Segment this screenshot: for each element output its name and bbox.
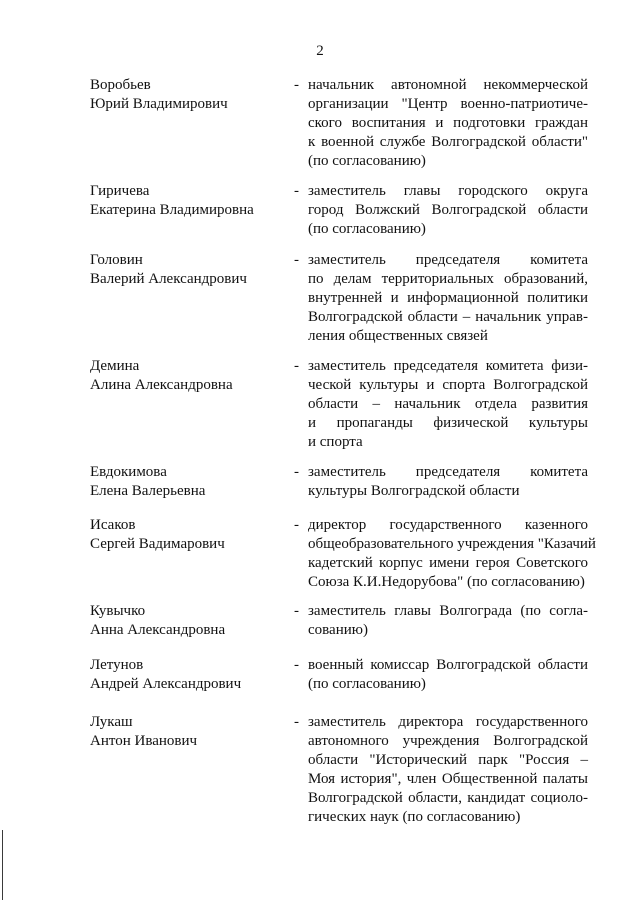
member-position <box>308 656 588 694</box>
member-position <box>308 357 588 452</box>
member-given-names: Валерий Александрович <box>90 271 247 287</box>
member-surname: Воробьев <box>90 77 151 93</box>
member-surname: Гиричева <box>90 183 150 199</box>
member-position <box>308 76 588 171</box>
scan-edge-mark <box>2 830 3 900</box>
entry-dash: - <box>294 603 299 619</box>
member-surname: Демина <box>90 358 140 374</box>
member-name <box>90 656 280 694</box>
position-line: ческой культуры и спорта Волгоградской <box>308 377 588 393</box>
position-line: заместитель председателя комитета <box>308 464 588 480</box>
position-line: (по согласованию) <box>308 221 426 237</box>
member-given-names: Андрей Александрович <box>90 676 242 692</box>
position-line: Моя история", член Общественной палаты <box>308 771 588 787</box>
member-position <box>308 251 588 346</box>
position-line: и пропаганды физической культуры <box>308 415 588 431</box>
entry-dash: - <box>294 714 299 730</box>
member-name <box>90 182 280 220</box>
member-surname: Головин <box>90 252 143 268</box>
member-surname: Евдокимова <box>90 464 167 480</box>
member-given-names: Сергей Вадимарович <box>90 536 225 552</box>
position-line: начальник автономной некоммерческой <box>308 77 588 93</box>
member-position <box>308 463 588 501</box>
member-surname: Летунов <box>90 657 144 673</box>
position-line: организации "Центр военно-патриотиче- <box>308 96 588 112</box>
position-line: Волгоградской области, кандидат социоло- <box>308 790 588 806</box>
member-given-names: Антон Иванович <box>90 733 198 749</box>
position-line: ления общественных связей <box>308 328 488 344</box>
member-surname: Лукаш <box>90 714 133 730</box>
position-line: заместитель главы Волгограда (по согла- <box>308 603 588 619</box>
member-position <box>308 713 588 827</box>
position-line: гических наук (по согласованию) <box>308 809 521 825</box>
position-line: внутренней и информационной политики <box>308 290 588 306</box>
member-position <box>308 602 588 640</box>
position-line: к военной службе Волгоградской области" <box>308 134 588 150</box>
position-line: общеобразовательного учреждения "Казачий <box>308 536 596 552</box>
entry-dash: - <box>294 464 299 480</box>
position-line: кадетский корпус имени героя Советского <box>308 555 588 571</box>
member-given-names: Юрий Владимирович <box>90 96 228 112</box>
position-line: военный комиссар Волгоградской области <box>308 657 588 673</box>
member-name <box>90 713 280 751</box>
position-line: город Волжский Волгоградской области <box>308 202 588 218</box>
page-number: 2 <box>316 43 324 59</box>
position-line: Волгоградской области – начальник управ- <box>308 309 588 325</box>
position-line: директор государственного казенного <box>308 517 588 533</box>
position-line: ского воспитания и подготовки граждан <box>308 115 588 131</box>
position-line: (по согласованию) <box>308 153 426 169</box>
entry-dash: - <box>294 77 299 93</box>
position-line: культуры Волгоградской области <box>308 483 520 499</box>
position-line: заместитель председателя комитета физи- <box>308 358 588 374</box>
position-line: сованию) <box>308 622 368 638</box>
position-line: заместитель директора государственного <box>308 714 588 730</box>
position-line: и спорта <box>308 434 363 450</box>
member-name <box>90 463 280 501</box>
member-given-names: Екатерина Владимировна <box>90 202 254 218</box>
member-given-names: Елена Валерьевна <box>90 483 206 499</box>
position-line: заместитель председателя комитета <box>308 252 588 268</box>
entry-dash: - <box>294 517 299 533</box>
member-name <box>90 76 280 114</box>
member-given-names: Алина Александровна <box>90 377 233 393</box>
member-name <box>90 251 280 289</box>
member-name <box>90 516 280 554</box>
position-line: Союза К.И.Недорубова" (по согласованию) <box>308 574 585 590</box>
member-surname: Исаков <box>90 517 136 533</box>
position-line: автономного учреждения Волгоградской <box>308 733 588 749</box>
member-given-names: Анна Александровна <box>90 622 226 638</box>
member-position <box>308 182 588 239</box>
entry-dash: - <box>294 183 299 199</box>
member-name <box>90 602 280 640</box>
member-name <box>90 357 280 395</box>
entry-dash: - <box>294 657 299 673</box>
position-line: (по согласованию) <box>308 676 426 692</box>
entry-dash: - <box>294 358 299 374</box>
member-position <box>308 516 596 592</box>
position-line: заместитель главы городского округа <box>308 183 588 199</box>
member-surname: Кувычко <box>90 603 146 619</box>
position-line: области – начальник отдела развития <box>308 396 588 412</box>
position-line: по делам территориальных образований, <box>308 271 588 287</box>
position-line: области "Исторический парк "Россия – <box>308 752 588 768</box>
entry-dash: - <box>294 252 299 268</box>
